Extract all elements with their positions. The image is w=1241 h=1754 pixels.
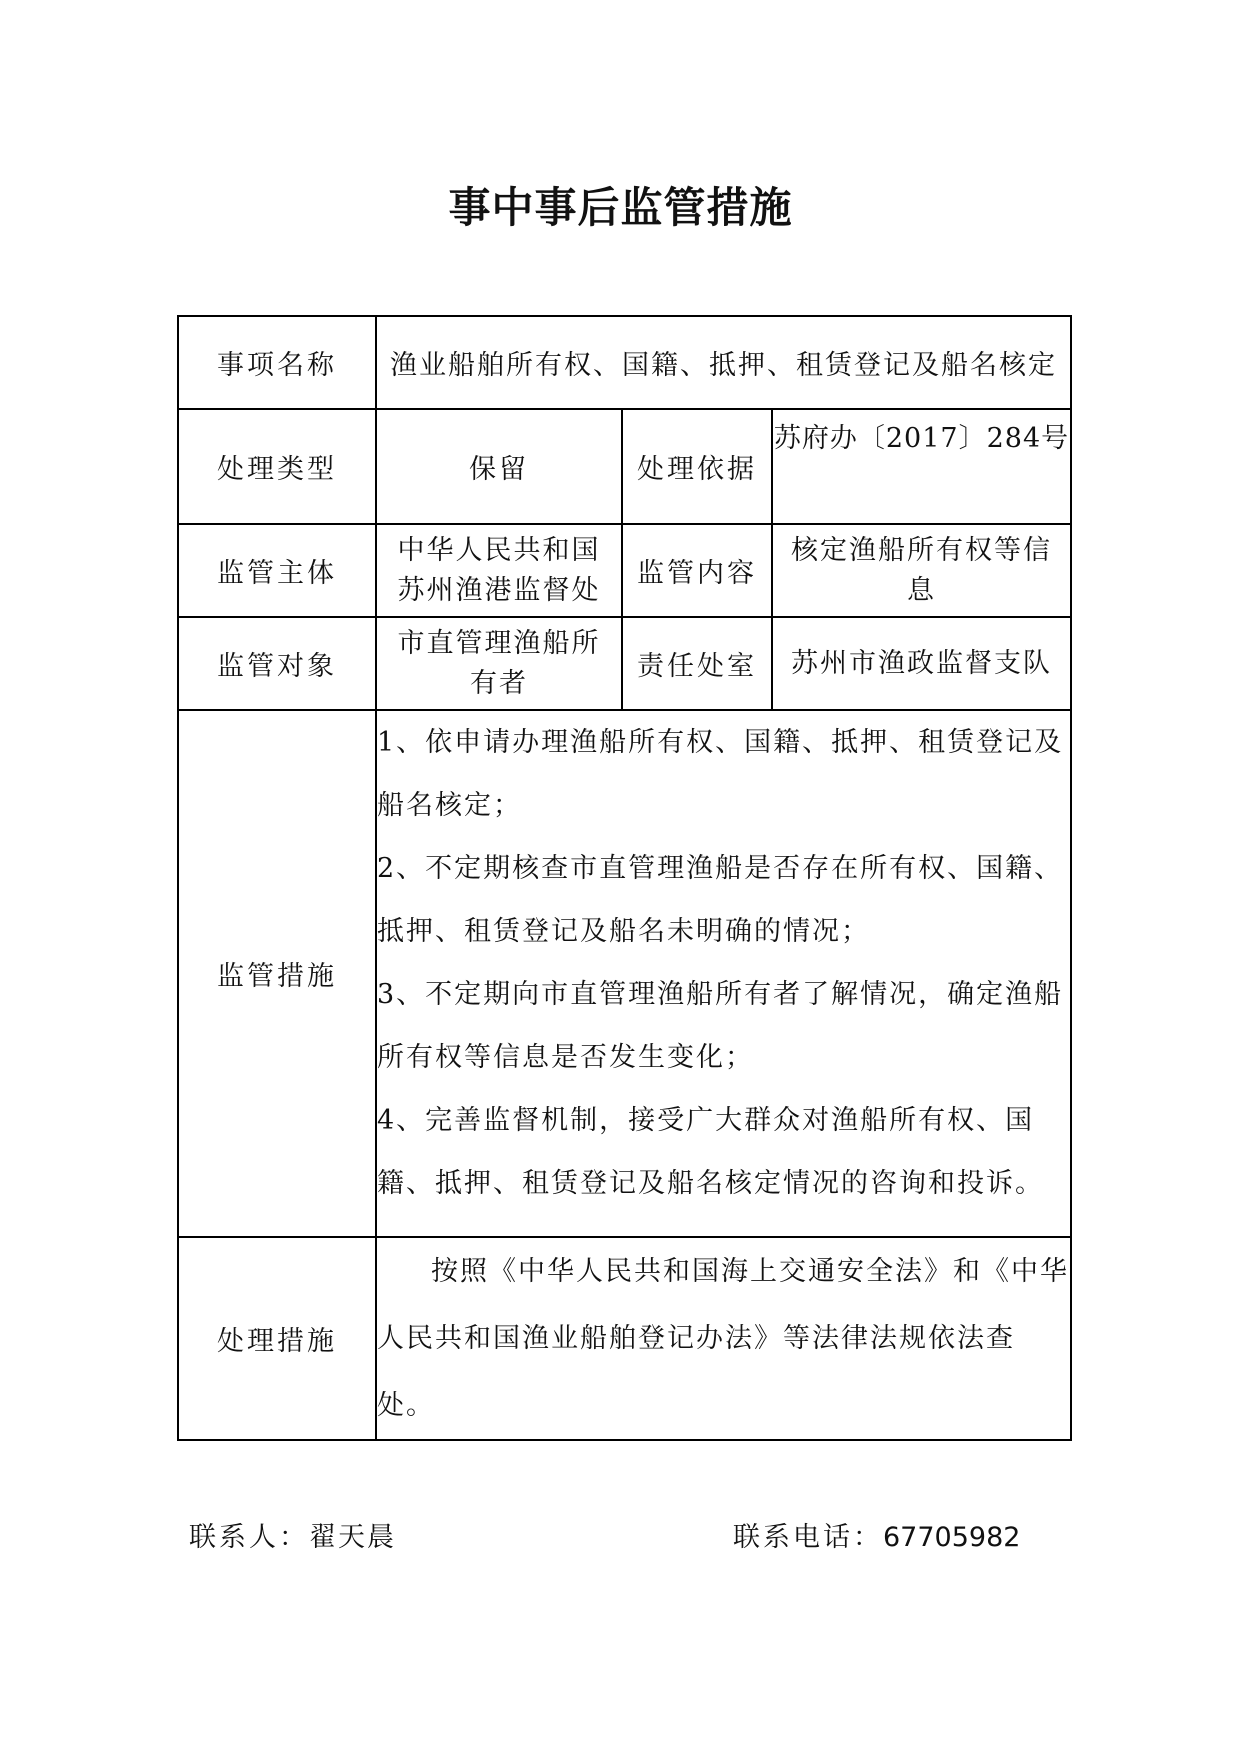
supervisor-value: 中华人民共和国苏州渔港监督处 [376, 524, 622, 617]
office-label: 责任处室 [622, 617, 772, 710]
contact-phone [733, 1515, 1020, 1554]
measure-item: 4、完善监督机制，接受广大群众对渔船所有权、国籍、抵押、租赁登记及船名核定情况的咨询和投诉。 [377, 1105, 1044, 1199]
document-title: 事中事后监管措施 [448, 183, 793, 232]
handling-content [376, 1237, 1071, 1440]
office-value: 苏州市渔政监督支队 [772, 617, 1071, 710]
row-supervisor [178, 524, 1071, 617]
measures-label: 监管措施 [178, 710, 376, 1237]
phone-value: 67705982 [883, 1522, 1021, 1553]
supervision-table [177, 315, 1072, 1441]
object-value: 市直管理渔船所有者 [376, 617, 622, 710]
measures-content [376, 710, 1071, 1237]
row-measures [178, 710, 1071, 1237]
row-item-name [178, 316, 1071, 409]
measure-item: 3、不定期向市直管理渔船所有者了解情况，确定渔船所有权等信息是否发生变化； [377, 979, 1064, 1073]
item-name-label: 事项名称 [178, 316, 376, 409]
phone-label: 联系电话： [733, 1522, 883, 1553]
object-label: 监管对象 [178, 617, 376, 710]
contact-name: 翟天晨 [309, 1522, 396, 1553]
supervisor-label: 监管主体 [178, 524, 376, 617]
handling-label: 处理措施 [178, 1237, 376, 1440]
content-value: 核定渔船所有权等信息 [772, 524, 1071, 617]
contact-person [189, 1515, 396, 1554]
row-object [178, 617, 1071, 710]
handling-value: 按照《中华人民共和国海上交通安全法》和《中华人民共和国渔业船舶登记办法》等法律法规依法查处。 [377, 1256, 1069, 1421]
measure-item: 1、依申请办理渔船所有权、国籍、抵押、租赁登记及船名核定； [377, 727, 1064, 821]
contact-label: 联系人： [189, 1522, 309, 1553]
item-name-value: 渔业船舶所有权、国籍、抵押、租赁登记及船名核定 [376, 316, 1071, 409]
measure-item: 2、不定期核查市直管理渔船是否存在所有权、国籍、抵押、租赁登记及船名未明确的情况； [377, 853, 1064, 947]
process-type-label: 处理类型 [178, 409, 376, 524]
row-process [178, 409, 1071, 524]
content-label: 监管内容 [622, 524, 772, 617]
process-basis-label: 处理依据 [622, 409, 772, 524]
process-basis-value: 苏府办〔2017〕284号 [772, 409, 1071, 524]
process-type-value: 保留 [376, 409, 622, 524]
row-handling [178, 1237, 1071, 1440]
